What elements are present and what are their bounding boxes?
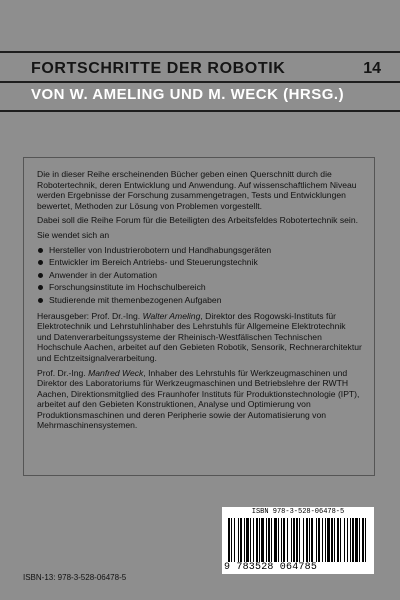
barcode-bar [309, 518, 310, 562]
audience-list [37, 245, 362, 306]
barcode-bar [246, 518, 249, 562]
editor-weck-text: , Inhaber des Lehrstuhls für Werkzeugmaschinen und Direktor des Laboratoriums für Werkzeugmaschinen und Betriebslehre der RWTH Aachen, Direktionsmitglied des Fraunhofer Instituts für Produktionstechnologie (IPT), arbeitet auf den Gebieten Konstruktionen, Analyse und Optimierung von Produktionsmaschinen und deren Peripherie sowie der Automatisierung von Mehrmaschinensystemen. [37, 367, 360, 431]
bullet-icon [38, 260, 43, 265]
list-item-label: Forschungsinstitute im Hochschulbereich [49, 282, 206, 293]
barcode-bar [355, 518, 358, 562]
barcode-bar [334, 518, 335, 562]
barcode-bar [231, 518, 232, 562]
editor-weck-prefix: Prof. Dr.-Ing. [37, 367, 89, 378]
barcode-bar [250, 518, 251, 562]
barcode-bar [359, 518, 360, 562]
barcode-bar [327, 518, 330, 562]
barcode-bar [244, 518, 245, 562]
barcode-isbn-label: ISBN 978-3-528-06478-5 [251, 508, 345, 516]
barcode-bar [238, 518, 239, 562]
barcode-bar [293, 518, 295, 562]
bullet-icon [38, 273, 43, 278]
header-rule-bottom [0, 110, 400, 112]
barcode-bar [281, 518, 282, 562]
barcode-bar [240, 518, 242, 562]
barcode-bar [283, 518, 285, 562]
barcode-bar [318, 518, 320, 562]
bullet-icon [38, 285, 43, 290]
barcode-bar [299, 518, 300, 562]
barcode-bar [340, 518, 341, 562]
list-item [37, 245, 362, 256]
editor-ameling-prefix: Herausgeber: Prof. Dr.-Ing. [37, 310, 143, 321]
barcode-bar [316, 518, 317, 562]
barcode-bar [347, 518, 348, 562]
barcode-bar [234, 518, 235, 562]
list-item [37, 270, 362, 281]
barcode-bar [291, 518, 292, 562]
list-item [37, 257, 362, 268]
barcode-bar [256, 518, 258, 562]
barcode-bar [352, 518, 354, 562]
isbn-13-text: ISBN-13: 978-3-528-06478-5 [23, 573, 127, 582]
barcode-bar [296, 518, 298, 562]
cover-header [0, 0, 400, 118]
barcode-bar [344, 518, 345, 562]
barcode-bar [311, 518, 313, 562]
barcode-digits: 9 783528 064785 [224, 562, 318, 573]
intro-paragraph: Die in dieser Reihe erscheinenden Bücher geben einen Querschnitt durch die Robotertechnik, deren Entwicklung und Anwendung. Auf wissenschaftlichem Niveau werden Ergebnisse der Forschung zusammengetragen, Tests und Entwicklungen bewertet, Methoden zur Lösung von Problemen vorgestellt. [37, 169, 357, 211]
barcode-bar [268, 518, 270, 562]
barcode-bar [278, 518, 279, 562]
barcode-bar [350, 518, 351, 562]
list-item-label: Studierende mit themenbezogenen Aufgaben [49, 294, 222, 305]
barcode-bar [253, 518, 254, 562]
list-item-label: Anwender in der Automation [49, 269, 157, 280]
list-item-label: Hersteller von Industrierobotern und Handhabungsgeräten [49, 244, 272, 255]
barcode-bar [274, 518, 277, 562]
barcode-bar [303, 518, 304, 562]
barcode-bars [228, 518, 368, 562]
editors-line: VON W. AMELING UND M. WECK (HRSG.) [31, 86, 345, 103]
barcode-bar [337, 518, 339, 562]
description-box [23, 157, 375, 476]
list-item [37, 282, 362, 293]
barcode [222, 507, 374, 574]
barcode-bar [306, 518, 308, 562]
barcode-bar [228, 518, 230, 562]
editor-ameling-text: , Direktor des Rogowski-Instituts für Elektrotechnik und Lehrstuhlinhaber des Lehrstuhls für Allgemeine Elektrotechnik und Datenverarbeitungssysteme der Rheinisch-Westfälischen Technischen Hochschule Aachen, arbeitet auf den Gebieten Robotik, Sensorik, Rechnerarchitektur und Echtzeitsignalverarbeitung. [37, 310, 362, 363]
barcode-bar [322, 518, 323, 562]
editor-weck-bio [37, 368, 362, 432]
editor-ameling-name: Walter Ameling [142, 310, 201, 321]
editor-ameling-bio [37, 311, 362, 364]
barcode-bar [365, 518, 366, 562]
list-item [37, 295, 362, 306]
barcode-bar [331, 518, 333, 562]
header-rule-top [0, 51, 400, 53]
audience-intro: Sie wendet sich an [37, 229, 110, 240]
editor-weck-name: Manfred Weck [88, 367, 144, 378]
header-rule-middle [0, 81, 400, 83]
barcode-bar [266, 518, 267, 562]
bullet-icon [38, 298, 43, 303]
bullet-icon [38, 248, 43, 253]
forum-paragraph: Dabei soll die Reihe Forum für die Beteiligten des Arbeitsfeldes Robotertechnik sein. [37, 215, 359, 226]
barcode-bar [362, 518, 364, 562]
barcode-bar [271, 518, 272, 562]
series-title: FORTSCHRITTE DER ROBOTIK [31, 60, 286, 77]
barcode-bar [259, 518, 260, 562]
volume-number: 14 [363, 60, 381, 77]
list-item-label: Entwickler im Bereich Antriebs- und Steuerungstechnik [49, 257, 258, 268]
barcode-bar [325, 518, 326, 562]
barcode-bar [261, 518, 264, 562]
barcode-bar [287, 518, 288, 562]
